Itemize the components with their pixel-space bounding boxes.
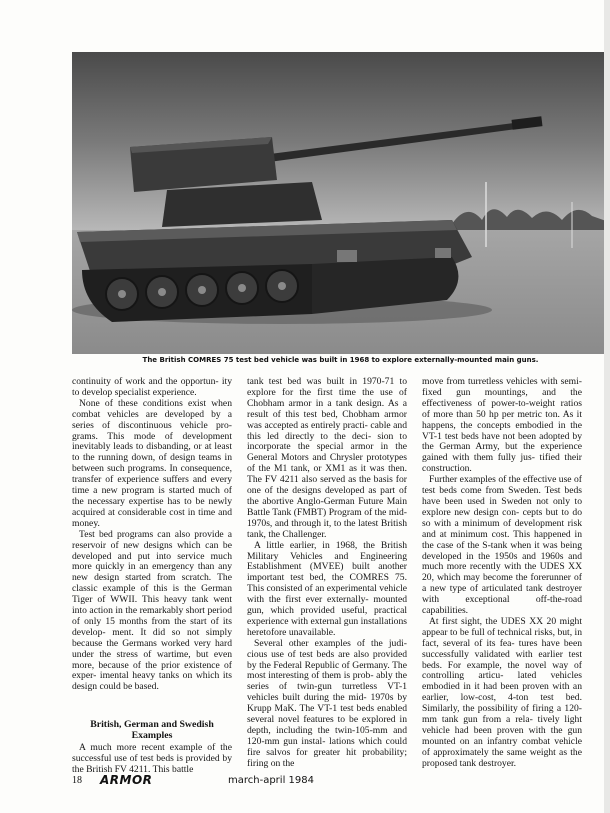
section-heading: British, German and Swedish Examples xyxy=(90,719,214,742)
column-3 xyxy=(422,377,582,770)
tank-illustration xyxy=(72,52,609,354)
column-2 xyxy=(247,377,407,770)
paragraph: Test bed programs can also provide a reservoir of new designs which can be developed and put into service much more quickly in an emergency than any new design started from scratch. The classic example of this is the German Tiger of WWII. This heavy tank went into action in the remarkably short period of only 15 months from the start of its develop- ment. It did so not simply because the Germans worked very hard under the stress of wartime, but even more, because of the prior existence of exper- imental heavy tanks on which its design could be based. xyxy=(72,528,232,693)
paragraph: Several other examples of the judi- cious use of test beds are also provided by the Federal Republic of Germany. The most interesting of them is prob- ably the series of twin-gun turretless VT-1 vehicles built during the mid- 1970s by Krupp MaK. The VT-1 test beds enabled several novel features to be explored in depth, including the twin-105-mm and 120-mm gun instal- lations which could fire salvos for greater hit probability; firing on the xyxy=(247,637,407,769)
paragraph: move from turretless vehicles with semi-fixed gun mountings, and the effectiveness of power-to-weight ratios of more than 50 hp per metric ton. As it happens, the concepts embodied in the VT-1 test beds have not been adopted by the German Army, but the experience gained with them fully jus- tified their construction. xyxy=(422,376,582,475)
photo-caption: The British COMRES 75 test bed vehicle was built in 1968 to explore externally-mounted main guns. xyxy=(142,356,539,364)
paragraph: At first sight, the UDES XX 20 might appear to be full of technical risks, but, in fact, several of its fea- tures have been successfully validated with earlier test beds. For example, the novel way of controlling articu- lated vehicles embodied in it had been proven with an earlier, low-cost, 4-ton test bed. Similarly, the possibility of firing a 120-mm tank gun from a rela- tively light vehicle had been proven with the gun mounted on an infantry combat vehicle of approximately the same weight as the proposed tank destroyer. xyxy=(422,615,582,769)
paragraph: A much more recent example of the successful use of test beds is provided by the British FV 4211. This battle xyxy=(72,742,232,776)
paragraph: A little earlier, in 1968, the British Military Vehicles and Engineering Establishment (MVEE) built another important test bed, the COMRES 75. This consisted of an experimental vehicle with the first ever externally- mounted gun, which provided useful, practical experience with external gun installations heretofore unavailable. xyxy=(247,539,407,638)
page-edge xyxy=(604,0,610,813)
column-1 xyxy=(72,377,232,776)
tank-photo xyxy=(72,52,609,354)
paragraph: continuity of work and the opportun- ity to develop specialist experience. xyxy=(72,376,232,398)
page-number: 18 xyxy=(72,775,82,786)
magazine-logo: ARMOR xyxy=(100,773,153,787)
paragraph: None of these conditions exist when combat vehicles are developed by a series of discontinuous vehicle pro- grams. This mode of development inevitably leads to disbanding, or at least to the running down, of design teams in between such programs. In consequence, transfer of experience suffers and every time a new program is started much of the necessary expertise has to be newly acquired at considerable cost in time and money. xyxy=(72,397,232,529)
issue-date: march-april 1984 xyxy=(228,775,314,786)
paragraph: tank test bed was built in 1970-71 to explore for the first time the use of Chobham armor in a tank design. As a result of this test bed, Chobham armor was accepted as entirely practi- cable and this led directly to the deci- sion to incorporate the special armor in the General Motors and Chrysler prototypes of the M1 tank, or XM1 as it was then. The FV 4211 also served as the basis for one of the designs developed as part of the abortive Anglo-German Future Main Battle Tank (FMBT) Program of the mid- 1970s, and through it, to the latest British tank, the Challenger. xyxy=(247,376,407,540)
paragraph: Further examples of the effective use of test beds come from Sweden. Test beds have been used in Sweden not only to explore new design con- cepts but to do so with a minimum of development risk and at minimum cost. This happened in the case of the S-tank when it was being developed in the 1950s and 1960s and much more recently with the UDES XX 20, which may become the forerunner of a new type of articulated tank destroyer with exceptional off-the-road capabilities. xyxy=(422,474,582,617)
page-footer xyxy=(72,775,592,789)
